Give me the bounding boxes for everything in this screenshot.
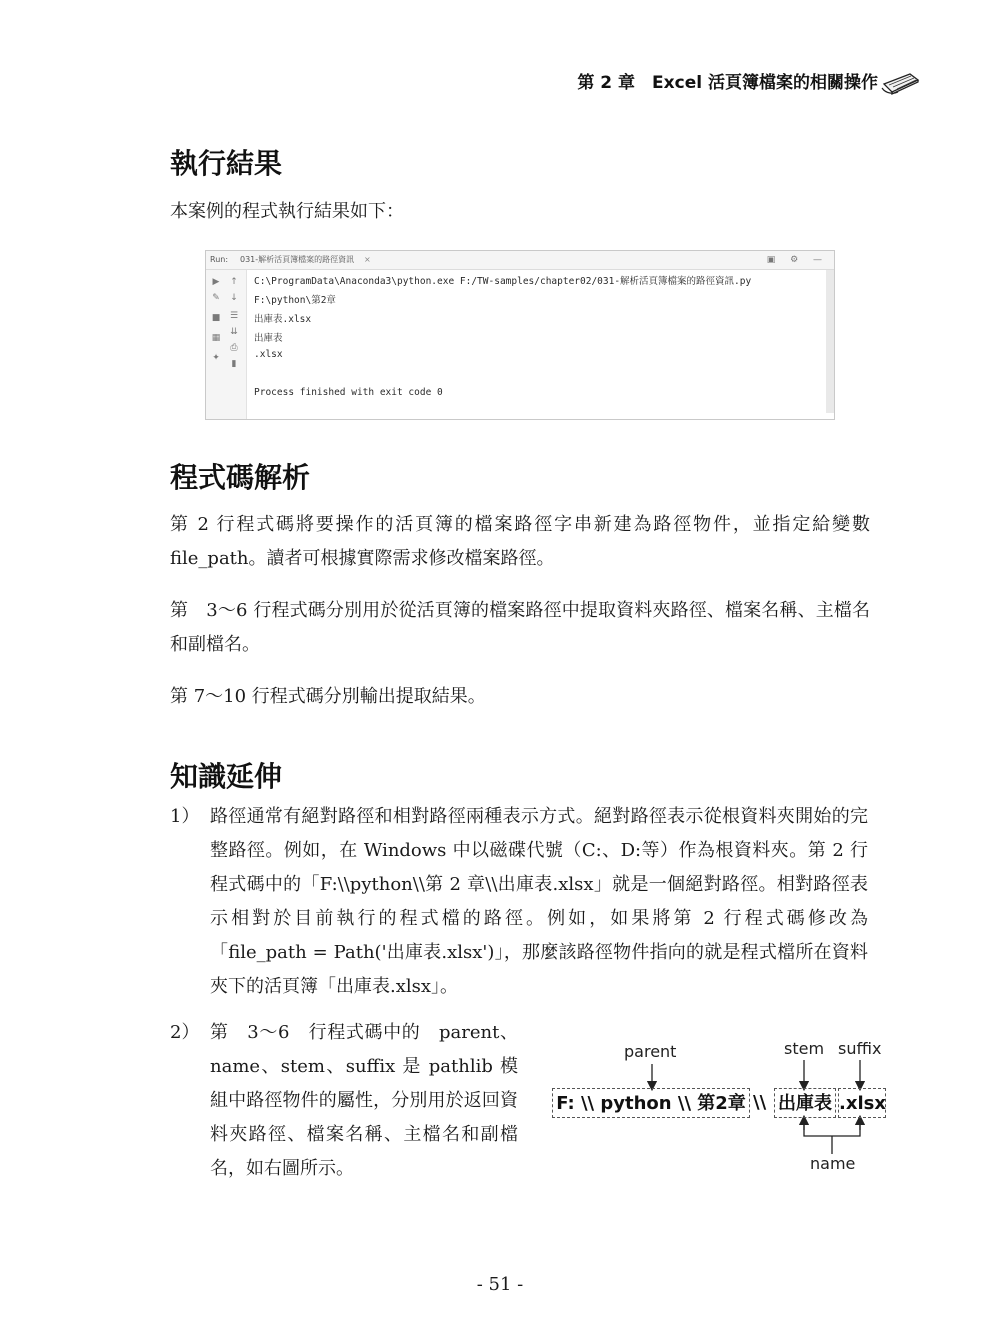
scroll-end-icon[interactable]: ⇊ xyxy=(230,327,238,337)
wrench-icon[interactable]: ✎ xyxy=(212,293,220,303)
soft-wrap-icon[interactable]: ☰ xyxy=(229,311,239,321)
console-line: Process finished with exit code 0 xyxy=(254,387,443,398)
window-tools[interactable]: ▣ ⚙ — xyxy=(766,255,828,265)
console-line: 出庫表.xlsx xyxy=(254,314,312,325)
label-name: name xyxy=(810,1154,856,1173)
box-stem: 出庫表 xyxy=(774,1088,836,1118)
running-header: 第 2 章 Excel 活頁簿檔案的相關操作 xyxy=(577,73,878,93)
trash-icon[interactable]: ▮ xyxy=(231,359,237,369)
list-item-2: 第 3～6 行程式碼中的 parent、name、stem、suffix 是 pathlib 模組中路徑物件的屬性，分別用於返回資料夾路徑、檔案名稱、主檔名和副檔名，如右圖所示。 xyxy=(210,1022,518,1179)
console-line: C:\ProgramData\Anaconda3\python.exe F:/TW-samples/chapter02/031-解析活頁簿檔案的路徑資訊.py xyxy=(254,276,752,287)
console-line: .xlsx xyxy=(254,349,283,360)
label-parent: parent xyxy=(624,1042,677,1061)
section-title-extension: 知識延伸 xyxy=(170,760,283,793)
list-item-1: 路徑通常有絕對路徑和相對路徑兩種表示方式。絕對路徑表示從根資料夾開始的完整路徑。例如，在 Windows 中以磁碟代號（C:、D:等）作為根資料夾。第 2 行程式碼中的「F:\\python\\第 2 章\\出庫表.xlsx」就是一個絕對路徑。相對路徑表示相對於目前執行的程式檔的路徑。例如，如果將第 2 行程式碼修改為「file_path = Path('出庫表.xlsx')」，那麼該路徑物件指向的就是程式檔所在資料夾下的活頁簿「出庫表.xlsx」。 xyxy=(210,806,868,997)
keyboard-icon xyxy=(880,66,920,96)
analysis-paragraph-3: 第 7～10 行程式碼分別輸出提取結果。 xyxy=(170,686,486,707)
analysis-paragraph-1: 第 2 行程式碼將要操作的活頁簿的檔案路徑字串新建為路徑物件，並指定給變數 file_path。讀者可根據實際需求修改檔案路徑。 xyxy=(170,514,870,569)
console-line: F:\python\第2章 xyxy=(254,295,336,306)
analysis-paragraph-2: 第 3～6 行程式碼分別用於從活頁簿的檔案路徑中提取資料夾路徑、檔案名稱、主檔名和副檔名。 xyxy=(170,600,870,655)
ide-toolbar xyxy=(206,270,247,419)
box-parent: F: \\ python \\ 第2章 xyxy=(552,1088,750,1118)
console-line: 出庫表 xyxy=(254,333,283,344)
list-number-1: 1） xyxy=(170,806,200,827)
section-title-analysis: 程式碼解析 xyxy=(170,461,311,494)
path-separator: \\ xyxy=(753,1092,767,1113)
stop-icon[interactable]: ■ xyxy=(211,313,221,323)
page-number: - 51 - xyxy=(476,1274,524,1295)
label-stem: stem xyxy=(784,1039,825,1058)
play-icon[interactable]: ▶ xyxy=(212,277,220,287)
box-suffix: .xlsx xyxy=(838,1088,886,1118)
run-tab[interactable]: 031-解析活頁簿檔案的路徑資訊 xyxy=(240,255,355,264)
ide-tab-bar xyxy=(206,251,834,270)
label-suffix: suffix xyxy=(838,1039,882,1058)
close-icon[interactable]: × xyxy=(364,255,371,264)
pin-icon[interactable]: ✦ xyxy=(212,353,220,363)
list-number-2: 2） xyxy=(170,1022,200,1043)
run-label: Run: xyxy=(210,255,229,264)
scrollbar[interactable] xyxy=(826,270,834,413)
ide-run-window xyxy=(205,250,835,420)
path-diagram xyxy=(548,1030,890,1180)
print-icon[interactable]: ⎙ xyxy=(230,343,238,353)
arrow-up-icon[interactable]: ↑ xyxy=(230,277,238,287)
section-title-result: 執行結果 xyxy=(170,147,283,180)
arrow-down-icon[interactable]: ↓ xyxy=(230,293,238,303)
console-output xyxy=(254,273,822,419)
result-intro: 本案例的程式執行結果如下： xyxy=(170,201,404,222)
layout-icon[interactable]: ▦ xyxy=(211,333,221,343)
